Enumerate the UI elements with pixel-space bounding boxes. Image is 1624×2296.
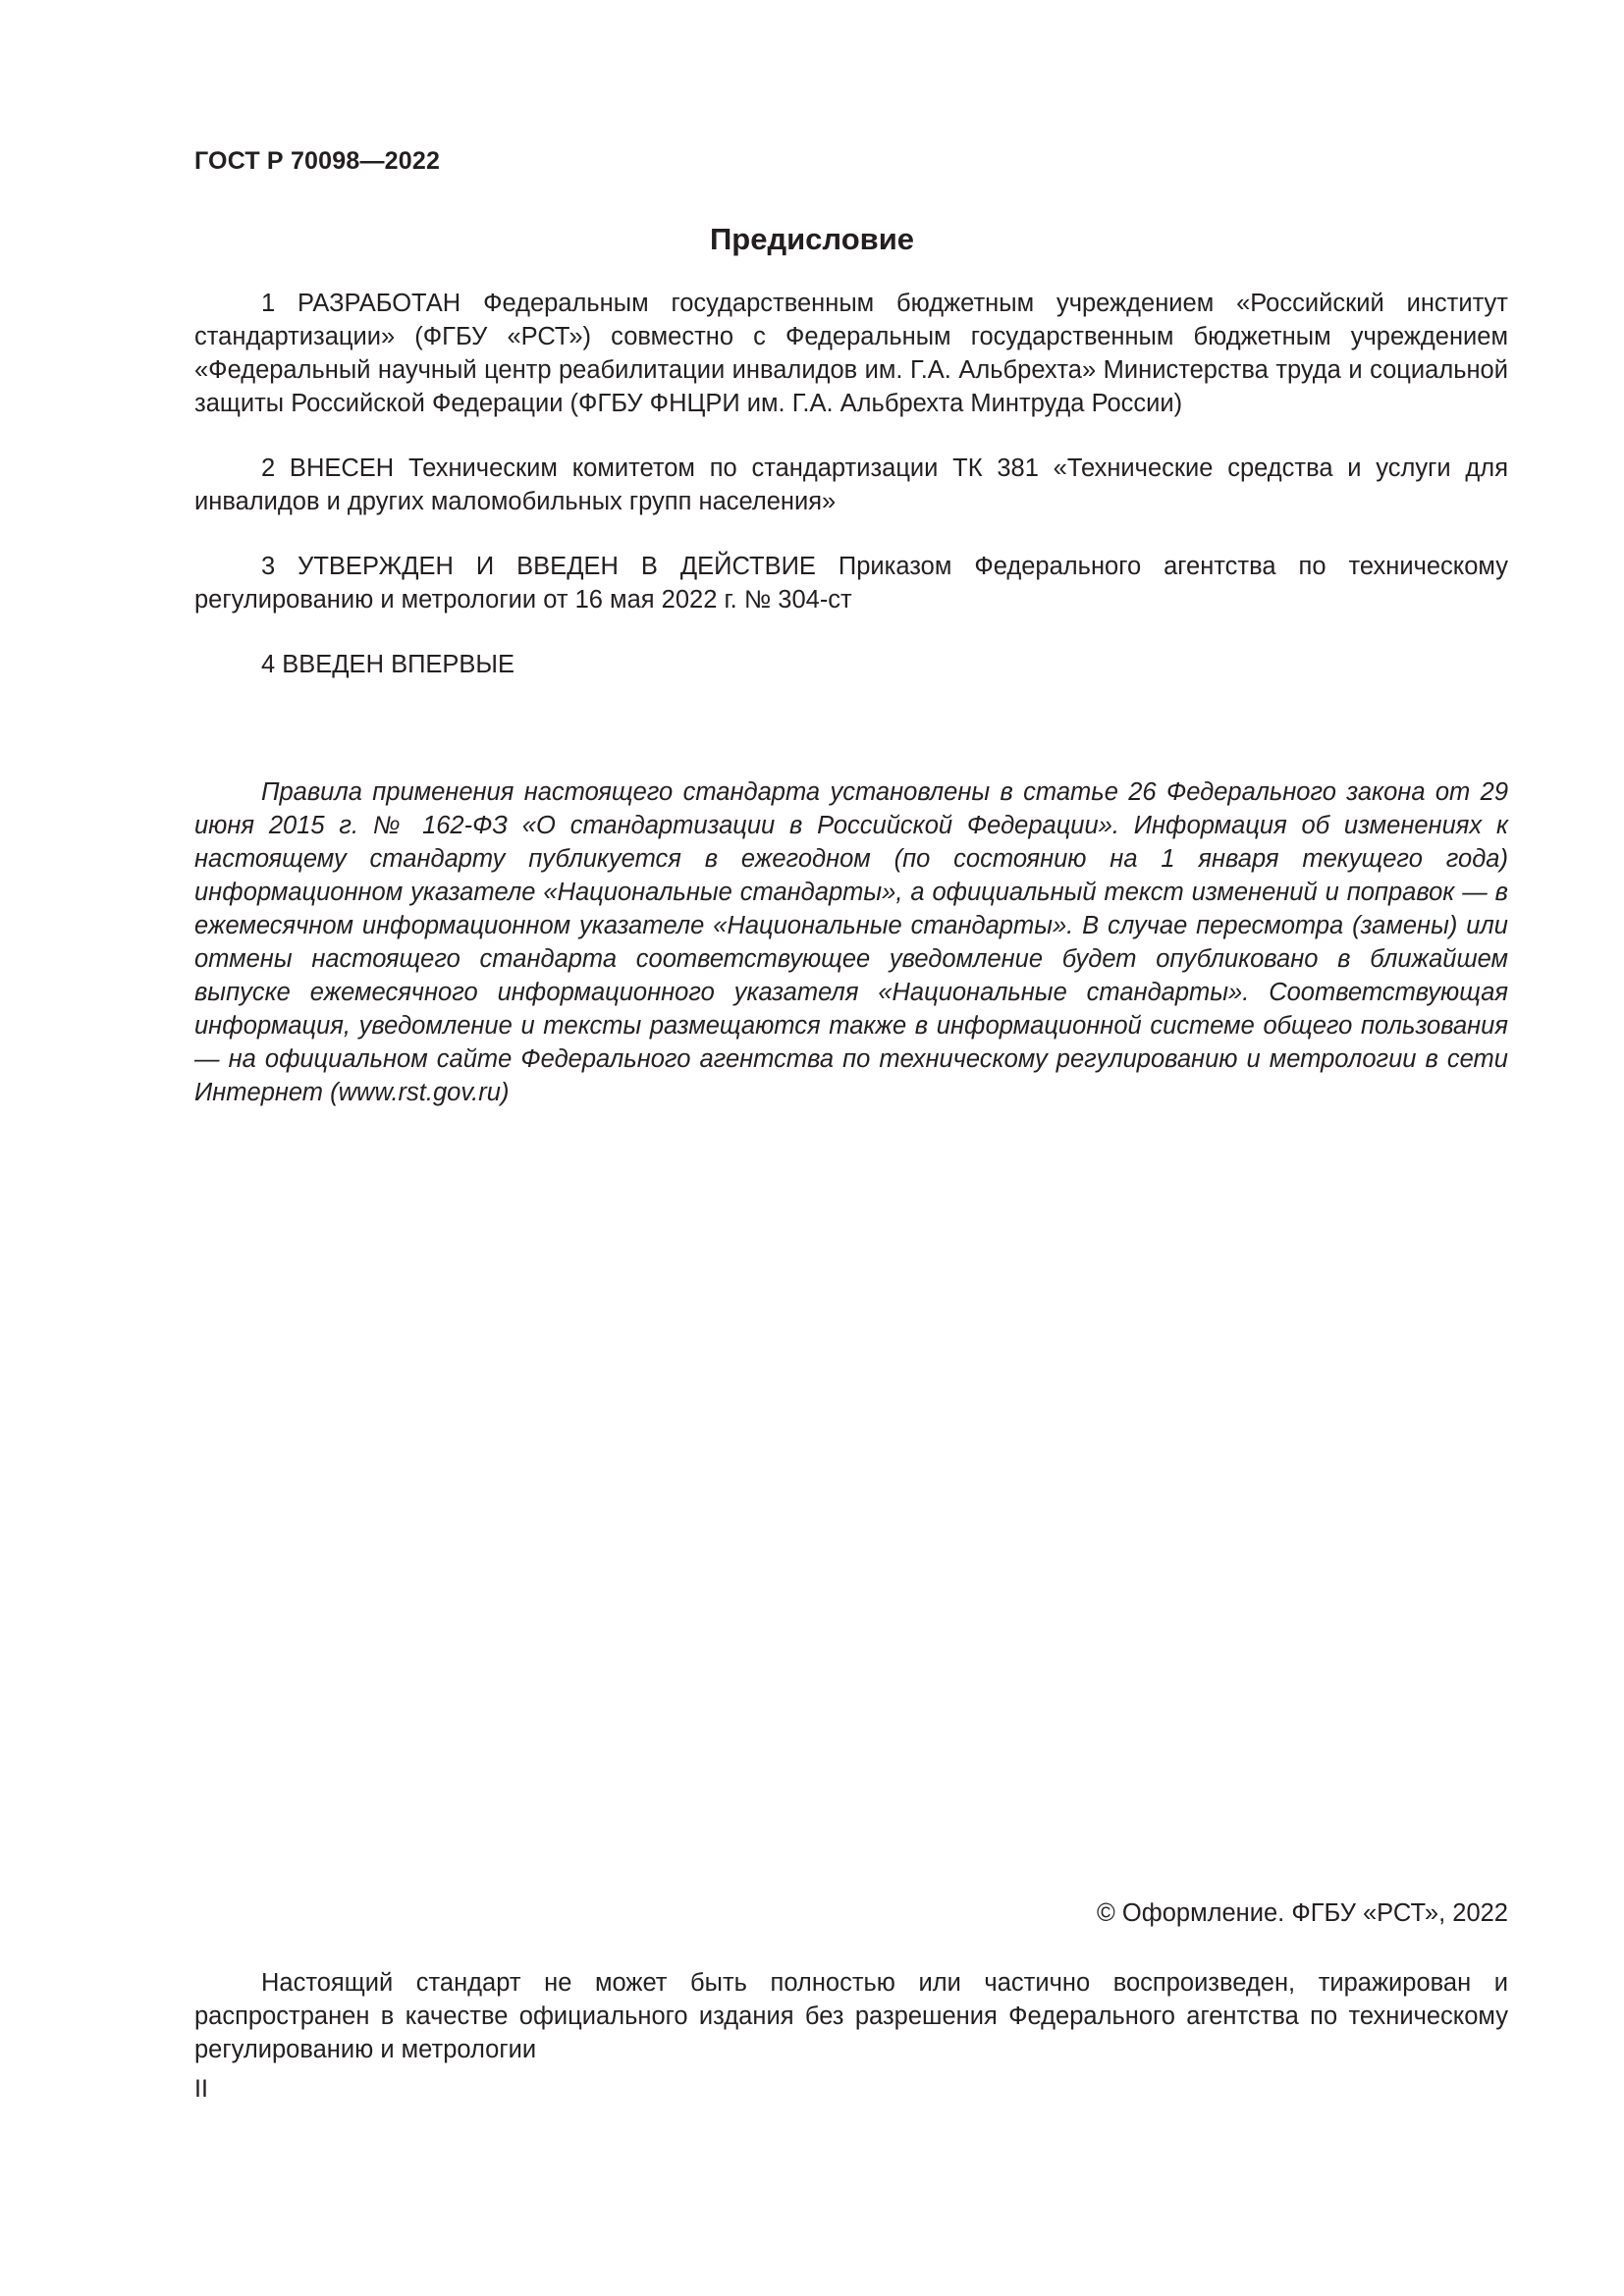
application-rules-notice: Правила применения настоящего стандарта установлены в статье 26 Федерального закона от 29 июня 2015 г. № 162-ФЗ «О стандартизации в Российской Федерации». Информация об изменениях к настоящему стандарту публикуется в ежегодном (по состоянию на 1 января текущего года) информационном указателе «Национальные стандарты», а официальный текст изменений и поправок — в ежемесячном информационном указателе «Национальные стандарты». В случае пересмотра (замены) или отмены настоящего стандарта соответствующее уведомление будет опубликовано в ближайшем выпуске ежемесячного информационного указателя «Национальные стандарты». Соответствующая информация, уведомление и тексты размещаются также в информационной системе общего пользования — на официальном сайте Федерального агентства по техническому регулированию и метрологии в сети Интернет (www.rst.gov.ru) (194, 778, 1508, 1106)
foreword-item-developed: 1 РАЗРАБОТАН Федеральным государственным бюджетным учреждением «Российский институт стандартизации» (ФГБУ «РСТ») совместно с Федеральным государственным бюджетным учреждением «Федеральный научный центр реабилитации инвалидов им. Г.А. Альбрехта» Министерства труда и социальной защиты Российской Федерации (ФГБУ ФНЦРИ им. Г.А. Альбрехта Минтруда России) (194, 290, 1508, 417)
page-number: II (194, 2075, 208, 2103)
copyright-line: © Оформление. ФГБУ «РСТ», 2022 (1097, 1899, 1508, 1927)
foreword-item-introduced: 4 ВВЕДЕН ВПЕРВЫЕ (261, 651, 515, 678)
document-code: ГОСТ Р 70098—2022 (194, 147, 441, 175)
reproduction-notice: Настоящий стандарт не может быть полностью или частично воспроизведен, тиражирован и распространен в качестве официального издания без разрешения Федерального агентства по техническому регулированию и метрологии (194, 1969, 1508, 2063)
foreword-item-submitted: 2 ВНЕСЕН Техническим комитетом по стандартизации ТК 381 «Технические средства и услуги для инвалидов и других маломобильных групп населения» (194, 454, 1508, 515)
page-title: Предисловие (709, 222, 914, 256)
foreword-item-approved: 3 УТВЕРЖДЕН И ВВЕДЕН В ДЕЙСТВИЕ Приказом Федерального агентства по техническому регулированию и метрологии от 16 мая 2022 г. № 304-ст (194, 553, 1508, 614)
